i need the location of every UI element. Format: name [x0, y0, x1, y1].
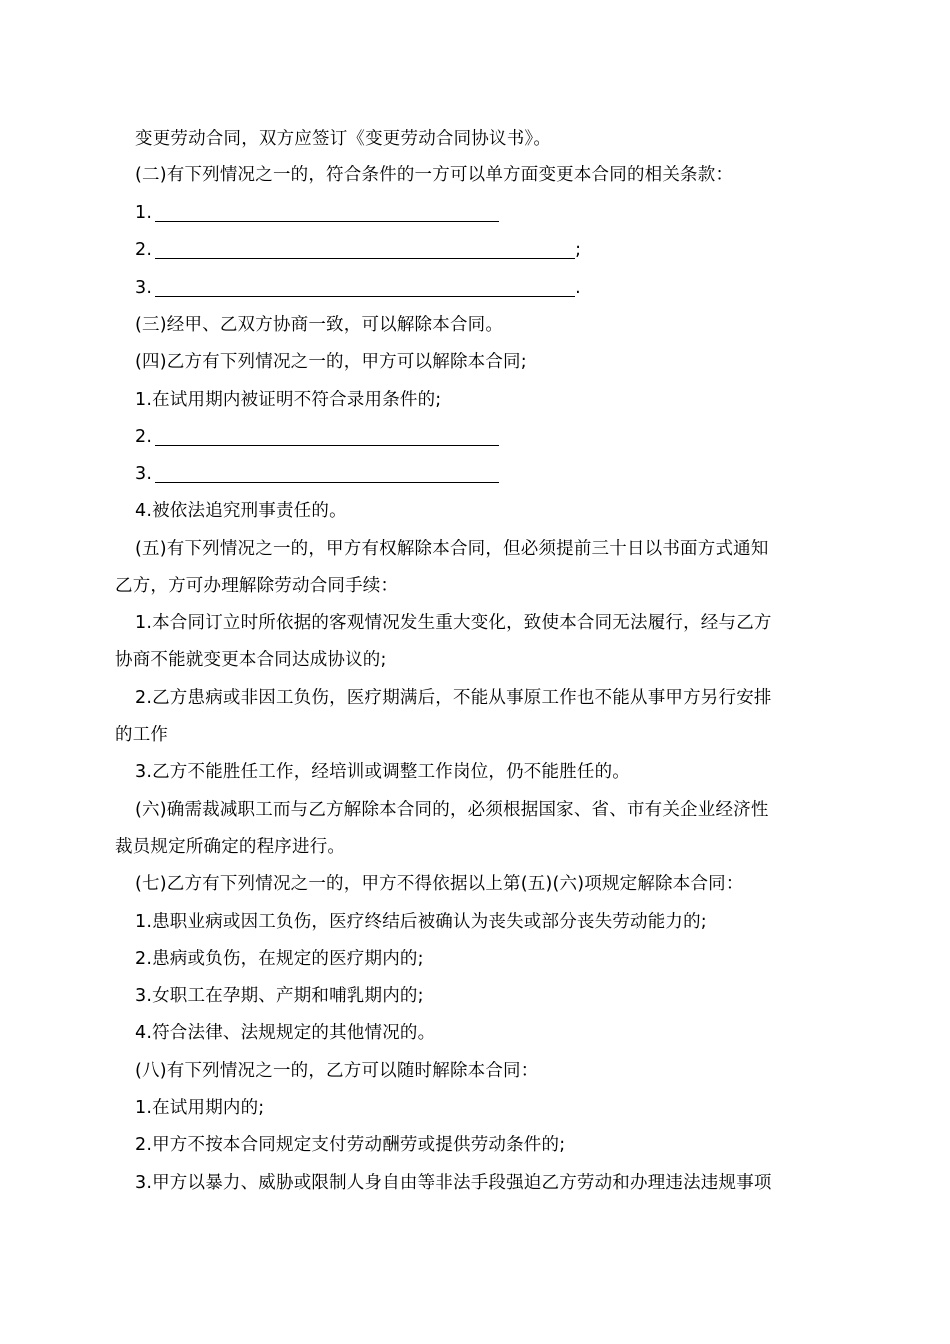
fill-in-blank	[155, 428, 499, 446]
section-heading-7: (七)乙方有下列情况之一的，甲方不得依据以上第(五)(六)项规定解除本合同：	[135, 874, 744, 894]
list-item: 3.甲方以暴力、威胁或限制人身自由等非法手段强迫乙方劳动和办理违法违规事项	[135, 1173, 772, 1193]
fill-in-blank	[155, 241, 575, 259]
list-item: 1.本合同订立时所依据的客观情况发生重大变化，致使本合同无法履行，经与乙方	[135, 613, 772, 633]
list-item-blank	[135, 462, 499, 486]
list-item: 2.乙方患病或非因工负伤，医疗期满后，不能从事原工作也不能从事甲方另行安排	[135, 688, 772, 708]
list-number: 3.	[135, 278, 153, 298]
list-item-blank	[135, 201, 499, 225]
list-item-blank	[135, 238, 581, 262]
list-item-blank	[135, 276, 581, 300]
fill-in-blank	[155, 465, 499, 483]
list-item: 2.甲方不按本合同规定支付劳动酬劳或提供劳动条件的;	[135, 1135, 566, 1155]
paragraph-continuation: 乙方，方可办理解除劳动合同手续：	[115, 576, 399, 596]
section-heading-8: (八)有下列情况之一的，乙方可以随时解除本合同：	[135, 1061, 539, 1081]
section-heading-2: (二)有下列情况之一的，符合条件的一方可以单方面变更本合同的相关条款：	[135, 165, 734, 185]
list-item-blank	[135, 425, 499, 449]
list-item: 1.在试用期内的;	[135, 1098, 265, 1118]
section-heading-6: (六)确需裁减职工而与乙方解除本合同的，必须根据国家、省、市有关企业经济性	[135, 800, 769, 820]
section-heading-5: (五)有下列情况之一的，甲方有权解除本合同，但必须提前三十日以书面方式通知	[135, 539, 769, 559]
list-item: 4.被依法追究刑事责任的。	[135, 501, 347, 521]
list-terminator: .	[575, 278, 581, 298]
list-item: 1.患职业病或因工负伤，医疗终结后被确认为丧失或部分丧失劳动能力的;	[135, 912, 707, 932]
section-heading-3: (三)经甲、乙双方协商一致，可以解除本合同。	[135, 315, 504, 335]
list-number: 3.	[135, 464, 153, 484]
list-terminator: ;	[575, 240, 582, 260]
list-number: 1.	[135, 203, 153, 223]
list-item: 4.符合法律、法规规定的其他情况的。	[135, 1023, 436, 1043]
fill-in-blank	[155, 279, 575, 297]
list-item: 3.女职工在孕期、产期和哺乳期内的;	[135, 986, 424, 1006]
fill-in-blank	[155, 204, 499, 222]
list-item: 1.在试用期内被证明不符合录用条件的;	[135, 390, 442, 410]
paragraph-continuation: 的工作	[115, 725, 169, 745]
paragraph-continuation: 协商不能就变更本合同达成协议的;	[115, 650, 387, 670]
paragraph-continuation: 裁员规定所确定的程序进行。	[115, 837, 346, 857]
list-number: 2.	[135, 240, 153, 260]
paragraph-line: 变更劳动合同，双方应签订《变更劳动合同协议书》。	[135, 129, 552, 149]
list-item: 2.患病或负伤，在规定的医疗期内的;	[135, 949, 424, 969]
list-number: 2.	[135, 427, 153, 447]
list-item: 3.乙方不能胜任工作，经培训或调整工作岗位，仍不能胜任的。	[135, 762, 630, 782]
section-heading-4: (四)乙方有下列情况之一的，甲方可以解除本合同;	[135, 352, 527, 372]
